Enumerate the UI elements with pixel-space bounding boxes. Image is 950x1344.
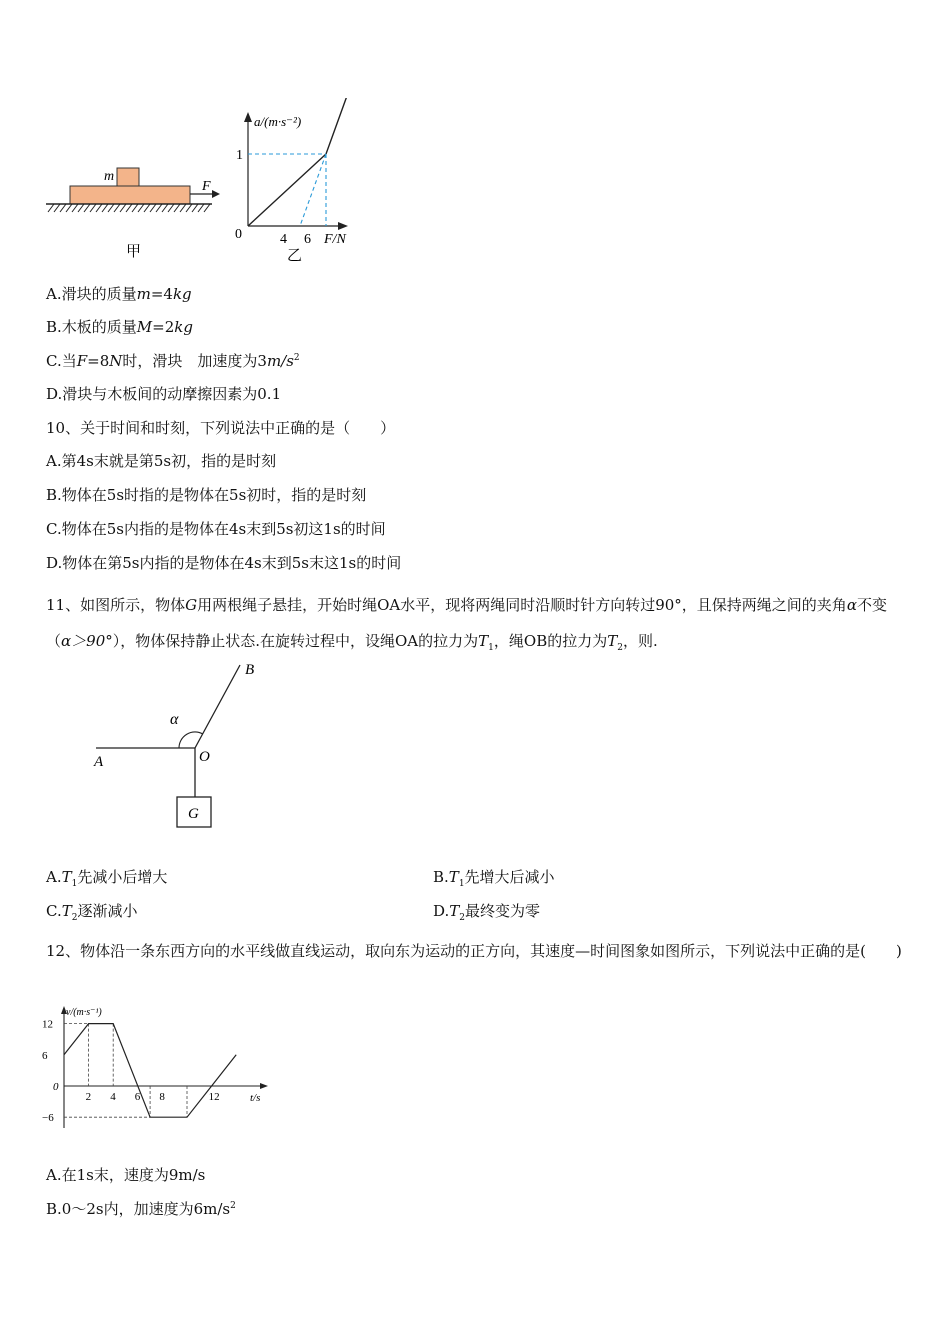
q9-b-prefix: B.木板的质量 (46, 318, 137, 336)
q10-stem: 10、关于时间和时刻，下列说法中正确的是（ ） (46, 419, 396, 437)
q9-option-d: D.滑块与木板间的动摩擦因素为0.1 (46, 385, 282, 403)
q11-stem-G: G (185, 596, 198, 614)
q11-stem-sub2: 2 (617, 643, 623, 653)
board-M (70, 186, 190, 204)
figure-rope-suspension (88, 655, 278, 835)
q9-c-mid: =8 (87, 352, 110, 370)
q11-stem-T2: T (607, 632, 618, 650)
q11-stem-part6: ，则. (622, 632, 658, 650)
q11-option-d (433, 901, 540, 921)
q11-stem-part5: ，绳OB的拉力为 (493, 632, 608, 650)
caption-yi: 乙 (287, 248, 303, 264)
q11-a-prefix: A. (46, 868, 62, 886)
vt-y-tick-2: −6 (42, 1112, 54, 1125)
q9-option-b (46, 317, 193, 337)
q9-a-prefix: A.滑块的质量 (46, 285, 137, 303)
q11-a-T: T (61, 868, 72, 886)
origin-0: 0 (235, 227, 242, 242)
q10-option-b: B.物体在5s时指的是物体在5s初时，指的是时刻 (46, 486, 367, 504)
vt-x-tick-1: 4 (110, 1091, 116, 1103)
figure-block-on-board (40, 160, 230, 270)
caption-jia: 甲 (126, 244, 142, 260)
q10-option-a: A.第4s末就是第5s初，指的是时刻 (46, 452, 277, 470)
ground-hatching (48, 204, 210, 212)
y-tick-1: 1 (236, 148, 243, 163)
q10-option-d: D.物体在第5s内指的是物体在4s末到5s末这1s的时间 (46, 554, 402, 572)
label-B: B (245, 662, 255, 678)
q10-option-c: C.物体在5s内指的是物体在4s末到5s初这1s的时间 (46, 520, 386, 538)
q9-a-unit: kg (172, 285, 192, 303)
q9-c-var: F (76, 352, 88, 370)
q9-b-rest: =2 (152, 318, 175, 336)
q12-b-exp: 2 (230, 1201, 236, 1211)
q11-a-rest: 先减小后增大 (77, 868, 168, 886)
q12-b-text: B.0～2s内，加速度为6m/s (46, 1200, 231, 1218)
label-O: O (199, 749, 210, 765)
q11-b-prefix: B. (433, 868, 449, 886)
vt-origin: 0 (53, 1081, 59, 1093)
label-F: F (202, 179, 211, 194)
q9-c-prefix: C.当 (46, 352, 77, 370)
vt-ylabel: v/(m·s⁻¹) (66, 1007, 102, 1018)
vt-xlabel: t/s (250, 1092, 261, 1104)
q11-b-T: T (448, 868, 459, 886)
figure-a-F-graph (230, 98, 370, 268)
q11-stem-part2: 用两根绳子悬挂，开始时绳OA水平，现将两绳同时沿顺时针方向转过90°，且保持两绳之间的夹角 (197, 596, 847, 614)
y-axis-arrow (244, 112, 252, 122)
q11-stem-cond: α＞90° (61, 632, 113, 650)
xlabel-F: F/N (324, 232, 346, 247)
q11-b-sub: 1 (458, 879, 465, 889)
force-arrow-head (212, 190, 220, 198)
q11-stem-alpha: α (846, 596, 857, 614)
rope-OB (195, 665, 240, 748)
q11-option-c (46, 901, 137, 921)
vt-x-tick-0: 2 (85, 1091, 92, 1103)
q11-stem-sub1: 1 (488, 643, 494, 653)
q11-stem-part4: ），物体保持静止状态.在旋转过程中，设绳OA的拉力为 (112, 632, 479, 650)
label-m: m (104, 169, 115, 184)
q11-d-sub: 2 (459, 913, 466, 923)
q9-option-c (46, 351, 300, 371)
q11-c-T: T (61, 902, 72, 920)
q11-c-rest: 逐渐减小 (77, 902, 138, 920)
q12-option-b (46, 1199, 236, 1219)
guide-extrapolation (300, 154, 326, 226)
vt-y-tick-0: 12 (42, 1018, 53, 1031)
q12-stem: 12、物体沿一条东西方向的水平线做直线运动，取向东为运动的正方向，其速度—时间图象如图所示，下列说法中正确的是( ) (46, 942, 902, 960)
figure-v-t-graph (40, 1000, 280, 1130)
q11-c-sub: 2 (71, 913, 78, 923)
q9-option-a (46, 284, 192, 304)
vt-y-tick-1: 6 (42, 1049, 48, 1062)
vt-x-tick-2: 6 (134, 1091, 141, 1103)
q9-a-var: m (136, 285, 151, 303)
ylabel-a: a/(m·s⁻²) (254, 114, 302, 129)
q11-c-prefix: C. (46, 902, 62, 920)
q11-option-b (433, 867, 555, 887)
label-A: A (94, 754, 104, 770)
q11-stem-part3: 不变（ (46, 596, 887, 650)
q11-d-T: T (449, 902, 460, 920)
q9-c-unit2: m/s (266, 352, 294, 370)
q11-option-a (46, 867, 167, 887)
q9-a-rest: =4 (150, 285, 173, 303)
x-tick-6: 6 (304, 232, 311, 247)
q11-stem-T1: T (478, 632, 489, 650)
x-tick-4: 4 (280, 232, 287, 247)
q11-b-rest: 先增大后减小 (464, 868, 555, 886)
q11-a-sub: 1 (71, 879, 78, 889)
q11-stem (46, 587, 908, 659)
q11-d-prefix: D. (433, 902, 450, 920)
q12-option-a: A.在1s末，速度为9m/s (46, 1166, 206, 1184)
vt-x-axis-arrow (260, 1083, 268, 1089)
q11-stem-part1: 11、如图所示，物体 (46, 596, 186, 614)
q9-b-unit: kg (174, 318, 193, 336)
vt-x-tick-4: 12 (208, 1091, 220, 1103)
label-alpha: α (170, 711, 179, 728)
q9-c-rest: 时，滑块 加速度为3 (122, 352, 267, 370)
label-G: G (188, 806, 199, 822)
q9-c-exp: 2 (293, 353, 300, 363)
q11-d-rest: 最终变为零 (465, 902, 541, 920)
q9-b-var: M (136, 318, 153, 336)
q9-c-unit: N (109, 352, 123, 370)
vt-x-tick-3: 8 (159, 1091, 165, 1103)
x-axis-arrow (338, 222, 348, 230)
block-m (117, 168, 139, 186)
